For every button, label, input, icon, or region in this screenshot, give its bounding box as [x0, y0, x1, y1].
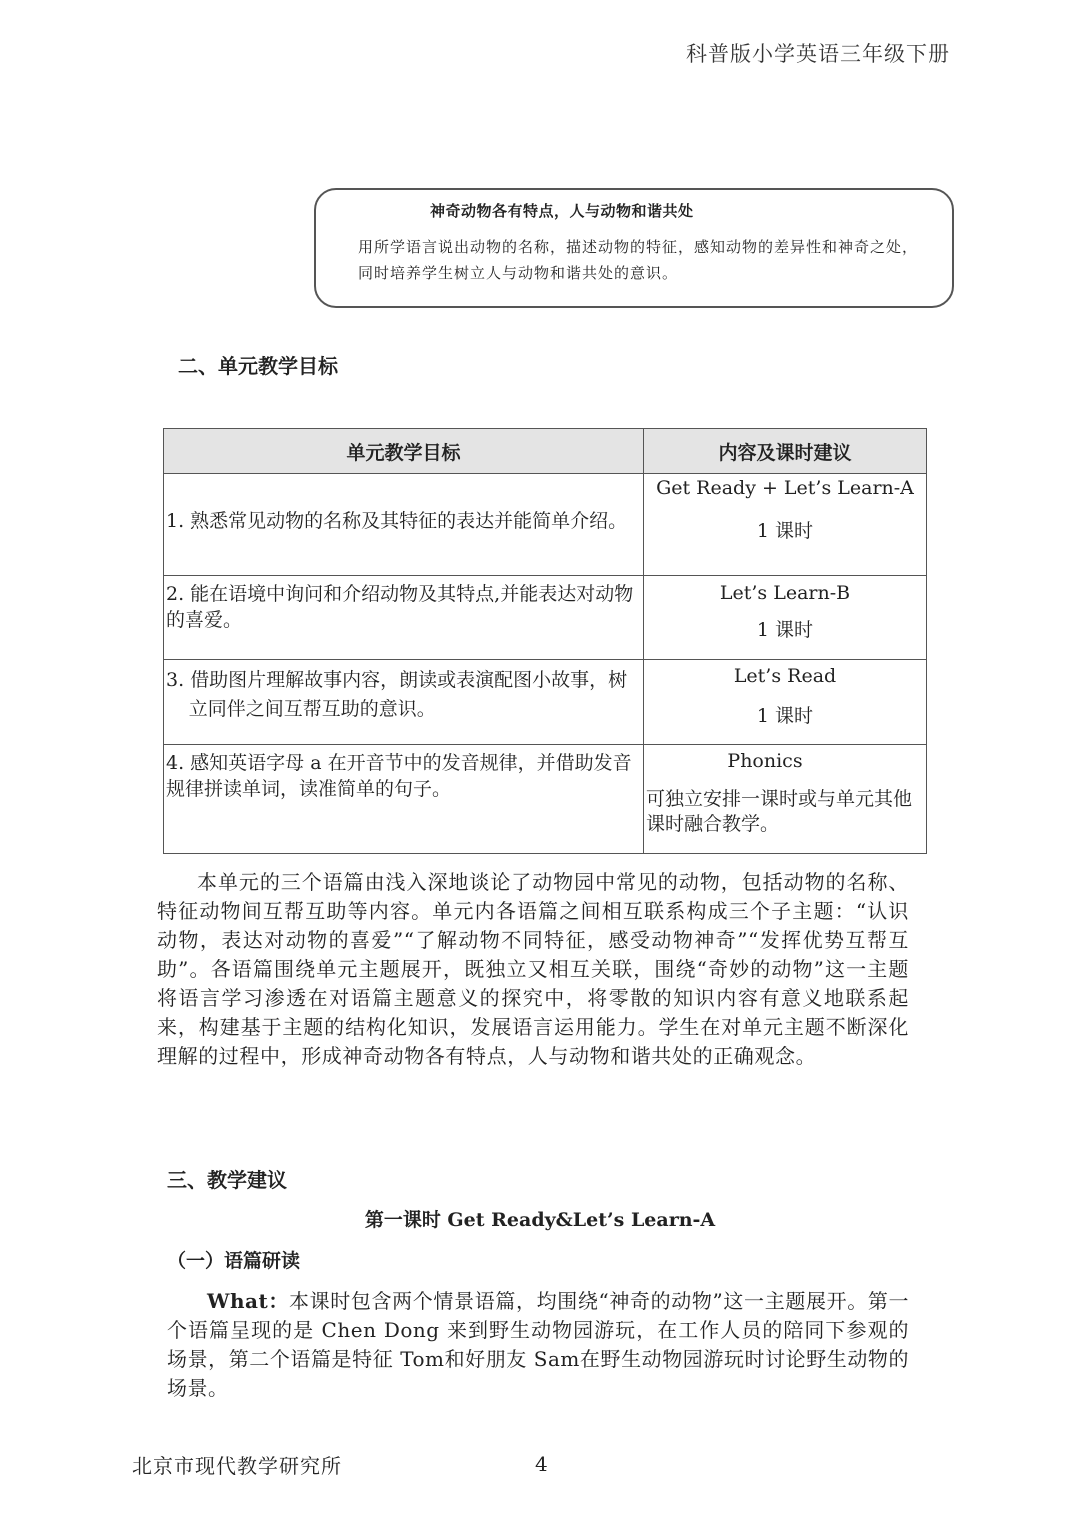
content-hours: 1 课时	[756, 520, 814, 542]
goal-text: 3. 借助图片理解故事内容，朗读或表演配图小故事，树立同伴之间互帮互助的意识。	[166, 669, 628, 720]
footer-organization: 北京市现代教学研究所	[132, 1454, 342, 1478]
goal-cell	[164, 745, 644, 854]
table-row	[164, 745, 927, 854]
content-cell	[644, 745, 927, 854]
goal-text: 2. 能在语境中询问和介绍动物及其特点,并能表达对动物的喜爱。	[166, 583, 634, 631]
content-hours: 1 课时	[756, 619, 814, 641]
theme-box-body: 用所学语言说出动物的名称，描述动物的特征，感知动物的差异性和神奇之处，同时培养学生树立人与动物和谐共处的意识。	[358, 238, 919, 282]
table-header-goal: 单元教学目标	[164, 429, 644, 474]
table-header-row	[164, 429, 927, 474]
content-name: Let’s Learn-B	[719, 582, 851, 604]
goal-cell	[164, 660, 644, 745]
goals-table	[163, 428, 927, 854]
table-row	[164, 474, 927, 576]
page-number: 4	[535, 1452, 548, 1476]
section-heading-goals: 二、单元教学目标	[178, 354, 338, 378]
table-row	[164, 660, 927, 745]
what-paragraph	[167, 1287, 909, 1403]
goal-cell	[164, 576, 644, 660]
content-name: Phonics	[727, 750, 803, 772]
lesson-title: 第一课时 Get Ready&Let’s Learn-A	[364, 1209, 716, 1231]
unit-overview-paragraph: 本单元的三个语篇由浅入深地谈论了动物园中常见的动物，包括动物的名称、特征动物间互帮互助等内容。单元内各语篇之间相互联系构成三个子主题：“认识动物，表达对动物的喜爱”“了解动物不同特征，感受动物神奇”“发挥优势互帮互助”。各语篇围绕单元主题展开，既独立又相互关联，围绕“奇妙的动物”这一主题将语言学习渗透在对语篇主题意义的探究中，将零散的知识内容有意义地联系起来，构建基于主题的结构化知识，发展语言运用能力。学生在对单元主题不断深化理解的过程中，形成神奇动物各有特点，人与动物和谐共处的正确观念。	[157, 870, 909, 1068]
subheading-text-study: （一）语篇研读	[167, 1250, 301, 1272]
goal-text: 4. 感知英语字母 a 在开音节中的发音规律，并借助发音规律拼读单词，读准简单的句子。	[166, 752, 632, 800]
content-hours: 可独立安排一课时或与单元其他课时融合教学。	[646, 788, 913, 835]
document-header: 科普版小学英语三年级下册	[686, 42, 950, 66]
content-hours: 1 课时	[756, 705, 814, 727]
content-name: Get Ready + Let’s Learn-A	[656, 477, 914, 499]
content-cell	[644, 576, 927, 660]
content-cell	[644, 474, 927, 576]
table-row	[164, 576, 927, 660]
content-name: Let’s Read	[733, 665, 837, 687]
table-header-content: 内容及课时建议	[644, 429, 927, 474]
goal-cell	[164, 474, 644, 576]
what-label: What：	[207, 1289, 289, 1313]
content-cell	[644, 660, 927, 745]
what-text: 本课时包含两个情景语篇，均围绕“神奇的动物”这一主题展开。第一个语篇呈现的是 Chen Dong 来到野生动物园游玩，在工作人员的陪同下参观的场景，第二个语篇是特征 Tom和好朋友 Sam在野生动物园游玩时讨论野生动物的场景。	[167, 1289, 910, 1400]
goal-text: 1. 熟悉常见动物的名称及其特征的表达并能简单介绍。	[166, 510, 628, 532]
section-heading-suggestions: 三、教学建议	[167, 1168, 287, 1192]
theme-box-title: 神奇动物各有特点，人与动物和谐共处	[430, 202, 694, 220]
